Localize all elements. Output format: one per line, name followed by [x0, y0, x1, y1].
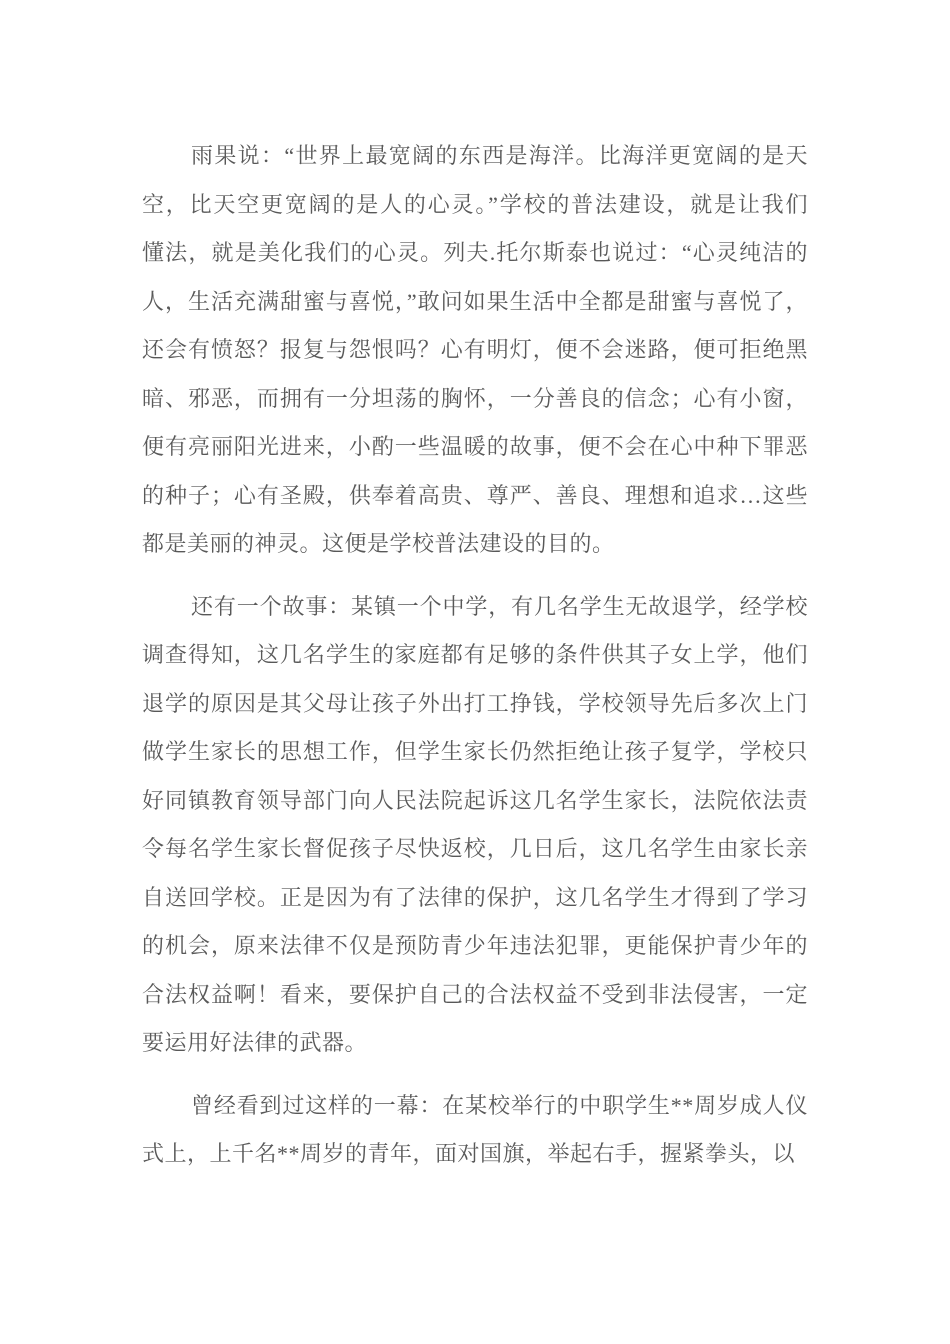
text-line: 做学生家长的思想工作，但学生家长仍然拒绝让孩子复学，学校只: [142, 739, 808, 764]
text-line: 的种子；心有圣殿，供奉着高贵、尊严、善良、理想和追求…这些: [142, 482, 808, 508]
text-line: 合法权益啊！看来，要保护自己的合法权益不受到非法侵害，一定: [142, 981, 808, 1007]
text-line: 都是美丽的神灵。这便是学校普法建设的目的。: [142, 531, 615, 556]
paragraph-3: [142, 1082, 808, 1179]
document-body: [142, 132, 808, 1193]
text-line: 暗、邪恶，而拥有一分坦荡的胸怀，一分善良的信念；心有小窗，: [142, 385, 808, 411]
text-line: 雨果说：“世界上最宽阔的东西是海洋。比海洋更宽阔的是天: [191, 143, 808, 168]
text-line: 要运用好法律的武器。: [142, 1030, 368, 1055]
text-line: 还有一个故事：某镇一个中学，有几名学生无故退学，经学校: [191, 593, 808, 619]
paragraph-1: [142, 132, 808, 569]
text-line: 便有亮丽阳光进来，小酌一些温暖的故事，便不会在心中种下罪恶: [142, 434, 808, 459]
text-line: 调查得知，这几名学生的家庭都有足够的条件供其子女上学，他们: [142, 642, 808, 667]
text-line: 退学的原因是其父母让孩子外出打工挣钱，学校领导先后多次上门: [142, 690, 808, 716]
text-line: 曾经看到过这样的一幕：在某校举行的中职学生**周岁成人仪: [191, 1092, 808, 1118]
paragraph-2: [142, 583, 808, 1068]
text-line: 令每名学生家长督促孩子尽快返校，几日后，这几名学生由家长亲: [142, 836, 808, 861]
text-line: 还会有愤怒？报复与怨恨吗？心有明灯，便不会迷路，便可拒绝黑: [142, 337, 808, 362]
text-line: 人，生活充满甜蜜与喜悦，”敢问如果生活中全都是甜蜜与喜悦了，: [142, 288, 808, 314]
text-line: 好同镇教育领导部门向人民法院起诉这几名学生家长，法院依法责: [142, 787, 808, 813]
text-line: 空，比天空更宽阔的是人的心灵。”学校的普法建设，就是让我们: [142, 191, 808, 217]
text-line: 式上，上千名**周岁的青年，面对国旗，举起右手，握紧拳头，以: [142, 1141, 796, 1166]
text-line: 懂法，就是美化我们的心灵。列夫.托尔斯泰也说过：“心灵纯洁的: [142, 240, 808, 265]
text-line: 自送回学校。正是因为有了法律的保护，这几名学生才得到了学习: [142, 884, 808, 910]
text-line: 的机会，原来法律不仅是预防青少年违法犯罪，更能保护青少年的: [142, 933, 808, 958]
